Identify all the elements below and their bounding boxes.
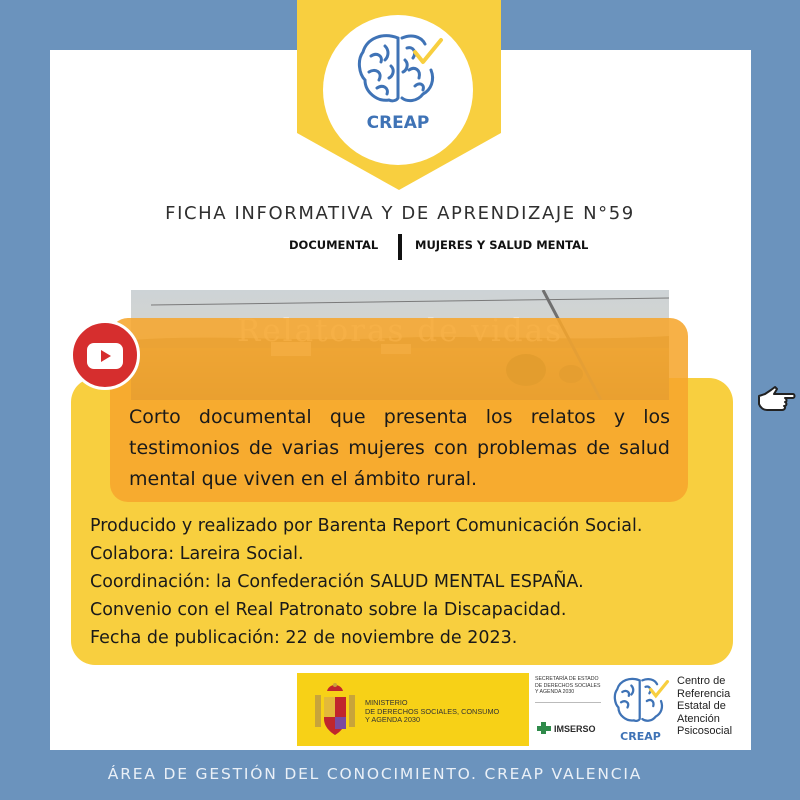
credit-coordination: Coordinación: la Confederación SALUD MENTAL ESPAÑA. (90, 572, 584, 592)
brain-logo-icon (355, 30, 445, 110)
pointing-hand-icon[interactable] (757, 384, 797, 414)
ministry-logo (297, 673, 529, 746)
tag-divider (398, 234, 402, 260)
divider (535, 702, 601, 703)
brain-mini-icon (612, 674, 670, 728)
secretaria-name: SECRETARÍA DE ESTADO DE DERECHOS SOCIALES Y AGENDA 2030 (535, 676, 601, 695)
credit-date: Fecha de publicación: 22 de noviembre de 2023. (90, 628, 518, 648)
description-text: Corto documental que presenta los relatos y los testimonios de varias mujeres con problemas de salud mental que viven en el ámbito rural. (129, 406, 670, 490)
brand-name: CREAP (366, 113, 430, 133)
centro-name: Centro de Referencia Estatal de Atención Psicosocial (677, 675, 733, 737)
creap-mini-logo (608, 672, 673, 744)
credits-list (90, 512, 740, 652)
credit-agreement: Convenio con el Real Patronato sobre la Discapacidad. (90, 600, 567, 620)
ministry-name: MINISTERIO DE DERECHOS SOCIALES, CONSUMO Y AGENDA 2030 (365, 698, 500, 724)
credit-producer: Producido y realizado por Barenta Report Comunicación Social. (90, 516, 643, 536)
coat-of-arms-icon (311, 681, 359, 739)
footer-text: ÁREA DE GESTIÓN DEL CONOCIMIENTO. CREAP VALENCIA (107, 765, 643, 783)
secretaria-logo (534, 673, 604, 746)
topic-tag: MUJERES Y SALUD MENTAL (415, 238, 589, 252)
category-tag: DOCUMENTAL (289, 238, 379, 252)
play-triangle-icon (101, 350, 111, 362)
page-title: FICHA INFORMATIVA Y DE APRENDIZAJE N°59 (165, 203, 635, 224)
youtube-play-button[interactable] (70, 320, 140, 390)
credit-collaborator: Colabora: Lareira Social. (90, 544, 304, 564)
creap-mini-name: CREAP (620, 730, 661, 743)
sponsor-strip (297, 673, 607, 746)
imserso-name: IMSERSO (554, 724, 596, 734)
imserso-logo-icon (536, 720, 552, 736)
